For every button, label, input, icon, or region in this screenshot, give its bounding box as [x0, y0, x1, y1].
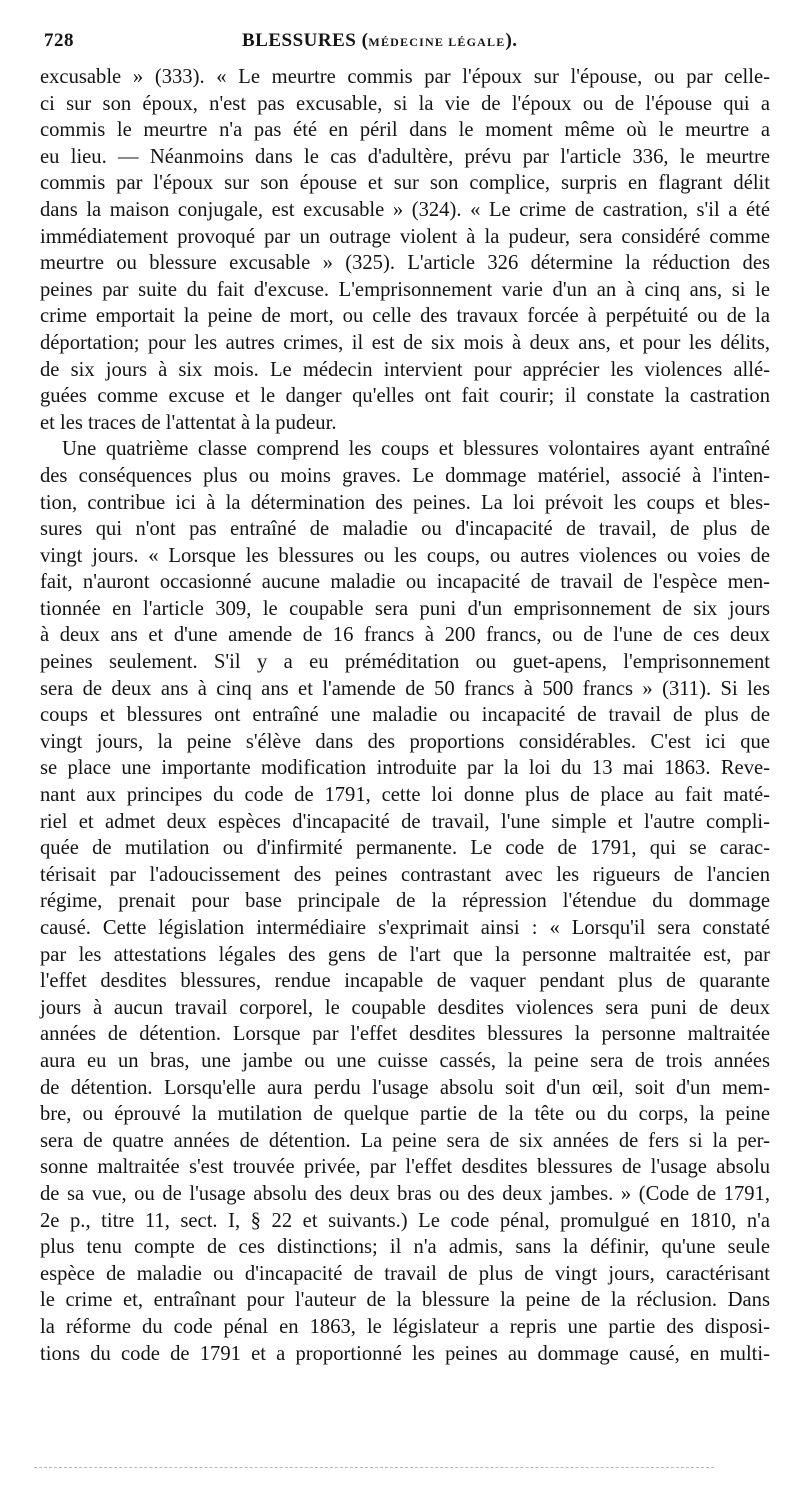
text-line: de sa vue, ou de l'usage absolu des deux bras ou des deux jambes. » (Code de 1791,: [40, 1182, 770, 1205]
text-line: 2e p., titre 11, sect. I, § 22 et suivants.) Le code pénal, promulgué en 1810, n'a: [40, 1209, 770, 1232]
text-line: des conséquences plus ou moins graves. Le dommage matériel, associé à l'inten-: [40, 464, 770, 487]
text-line: tion, contribue ici à la détermination des peines. La loi prévoit les coups et bles-: [40, 491, 770, 514]
footer-rule: [34, 1467, 714, 1468]
text-line: nant aux principes du code de 1791, cette loi donne plus de place au fait maté-: [40, 784, 770, 807]
text-line: l'effet desdites blessures, rendue incapable de vaquer pendant plus de quarante: [40, 970, 770, 993]
text-line: riel et admet deux espèces d'incapacité de travail, l'une simple et l'autre compli-: [40, 810, 770, 833]
text-line: le crime et, entraînant pour l'auteur de la blessure la peine de la réclusion. Dans: [40, 1289, 770, 1312]
text-line: de six jours à six mois. Le médecin intervient pour apprécier les violences allé-: [40, 358, 770, 381]
text-line: fait, n'auront occasionné aucune maladie ou incapacité de travail de l'espèce men-: [40, 571, 770, 594]
text-line: sera de quatre années de détention. La peine sera de six années de fers si la per-: [40, 1129, 770, 1152]
text-line: excusable » (333). « Le meurtre commis par l'époux sur l'épouse, ou par celle-: [40, 66, 770, 88]
text-line: immédiatement provoqué par un outrage violent à la pudeur, sera considéré comme: [40, 225, 770, 248]
text-line: jours à aucun travail corporel, le coupable desdites violences sera puni de deux: [40, 996, 770, 1019]
text-line: commis le meurtre n'a pas été en péril dans le moment même où le meurtre a: [40, 119, 770, 142]
text-line: dans la maison conjugale, est excusable » (324). « Le crime de castration, s'il a été: [40, 198, 770, 221]
text-line: tions du code de 1791 et a proportionné les peines au dommage causé, en multi-: [40, 1342, 770, 1365]
text-line: commis par l'époux sur son épouse et sur son complice, surpris en flagrant délit: [40, 172, 770, 195]
text-line: quée de mutilation ou d'infirmité permanente. Le code de 1791, qui se carac-: [40, 837, 770, 860]
text-line: coups et blessures ont entraîné une maladie ou incapacité de travail de plus de: [40, 704, 770, 727]
text-line: bre, ou éprouvé la mutilation de quelque partie de la tête ou du corps, la peine: [40, 1103, 770, 1126]
text-line: la réforme du code pénal en 1863, le législateur a repris une partie des disposi-: [40, 1315, 770, 1338]
text-line: régime, prenait pour base principale de la répression l'étendue du dommage: [40, 890, 770, 913]
text-line: tionnée en l'article 309, le coupable sera puni d'un emprisonnement de six jours: [40, 597, 770, 620]
text-line: années de détention. Lorsque par l'effet desdites blessures la personne maltraitée: [40, 1023, 770, 1046]
running-title: [242, 30, 518, 52]
text-line: sera de deux ans à cinq ans et l'amende de 50 francs à 500 francs » (311). Si les: [40, 677, 770, 700]
text-line: meurtre ou blessure excusable » (325). L'article 326 détermine la réduction des: [40, 252, 770, 275]
text-line: ci sur son époux, n'est pas excusable, si la vie de l'époux ou de l'épouse qui a: [40, 92, 770, 115]
text-line: se place une importante modification introduite par la loi du 13 mai 1863. Reve-: [40, 757, 770, 780]
running-title-main: BLESSURES (: [242, 30, 369, 51]
text-line: eu lieu. — Néanmoins dans le cas d'adultère, prévu par l'article 336, le meurtre: [40, 145, 770, 168]
text-line: vingt jours. « Lorsque les blessures ou les coups, ou autres violences ou voies de: [40, 544, 770, 567]
text-line: à deux ans et d'une amende de 16 francs à 200 francs, ou de l'une de ces deux: [40, 624, 770, 647]
text-line: sures qui n'ont pas entraîné de maladie ou d'incapacité de travail, de plus de: [40, 518, 770, 541]
text-line: vingt jours, la peine s'élève dans des proportions considérables. C'est ici que: [40, 730, 770, 753]
running-head: [44, 30, 774, 60]
text-line: espèce de maladie ou d'incapacité de travail de plus de vingt jours, caractérisant: [40, 1262, 770, 1285]
text-line: de détention. Lorsqu'elle aura perdu l'usage absolu soit d'un œil, soit d'un mem-: [40, 1076, 770, 1099]
running-title-subtitle: MÉDECINE LÉGALE: [368, 35, 506, 49]
page-number: 728: [44, 30, 74, 51]
body-text: [40, 64, 770, 1367]
text-line: térisait par l'adoucissement des peines contrastant avec les rigueurs de l'ancien: [40, 863, 770, 886]
text-line: guées comme excuse et le danger qu'elles ont fait courir; il constate la castration: [40, 385, 770, 408]
text-line: crime emportait la peine de mort, ou celle des travaux forcée à perpétuité ou de la: [40, 305, 770, 328]
text-line: sonne maltraitée s'est trouvée privée, par l'effet desdites blessures de l'usage absolu: [40, 1156, 770, 1179]
text-line: peines par suite du fait d'excuse. L'emprisonnement varie d'un an à cinq ans, si le: [40, 278, 770, 301]
text-line: par les attestations légales des gens de l'art que la personne maltraitée est, par: [40, 943, 770, 966]
text-line: causé. Cette législation intermédiaire s'exprimait ainsi : « Lorsqu'il sera constaté: [40, 917, 770, 939]
text-line: peines seulement. S'il y a eu préméditation ou guet-apens, l'emprisonnement: [40, 651, 770, 674]
paragraph-start-line: Une quatrième classe comprend les coups et blessures volontaires ayant entraîné: [62, 438, 770, 461]
running-title-end: ).: [505, 30, 518, 51]
text-line: plus tenu compte de ces distinctions; il n'a admis, sans la définir, qu'une seule: [40, 1236, 770, 1259]
text-line: déportation; pour les autres crimes, il est de six mois à deux ans, et pour les délits,: [40, 331, 770, 354]
text-line: et les traces de l'attentat à la pudeur.: [40, 411, 337, 434]
text-line: aura eu un bras, une jambe ou une cuisse cassés, la peine sera de trois années: [40, 1049, 770, 1072]
